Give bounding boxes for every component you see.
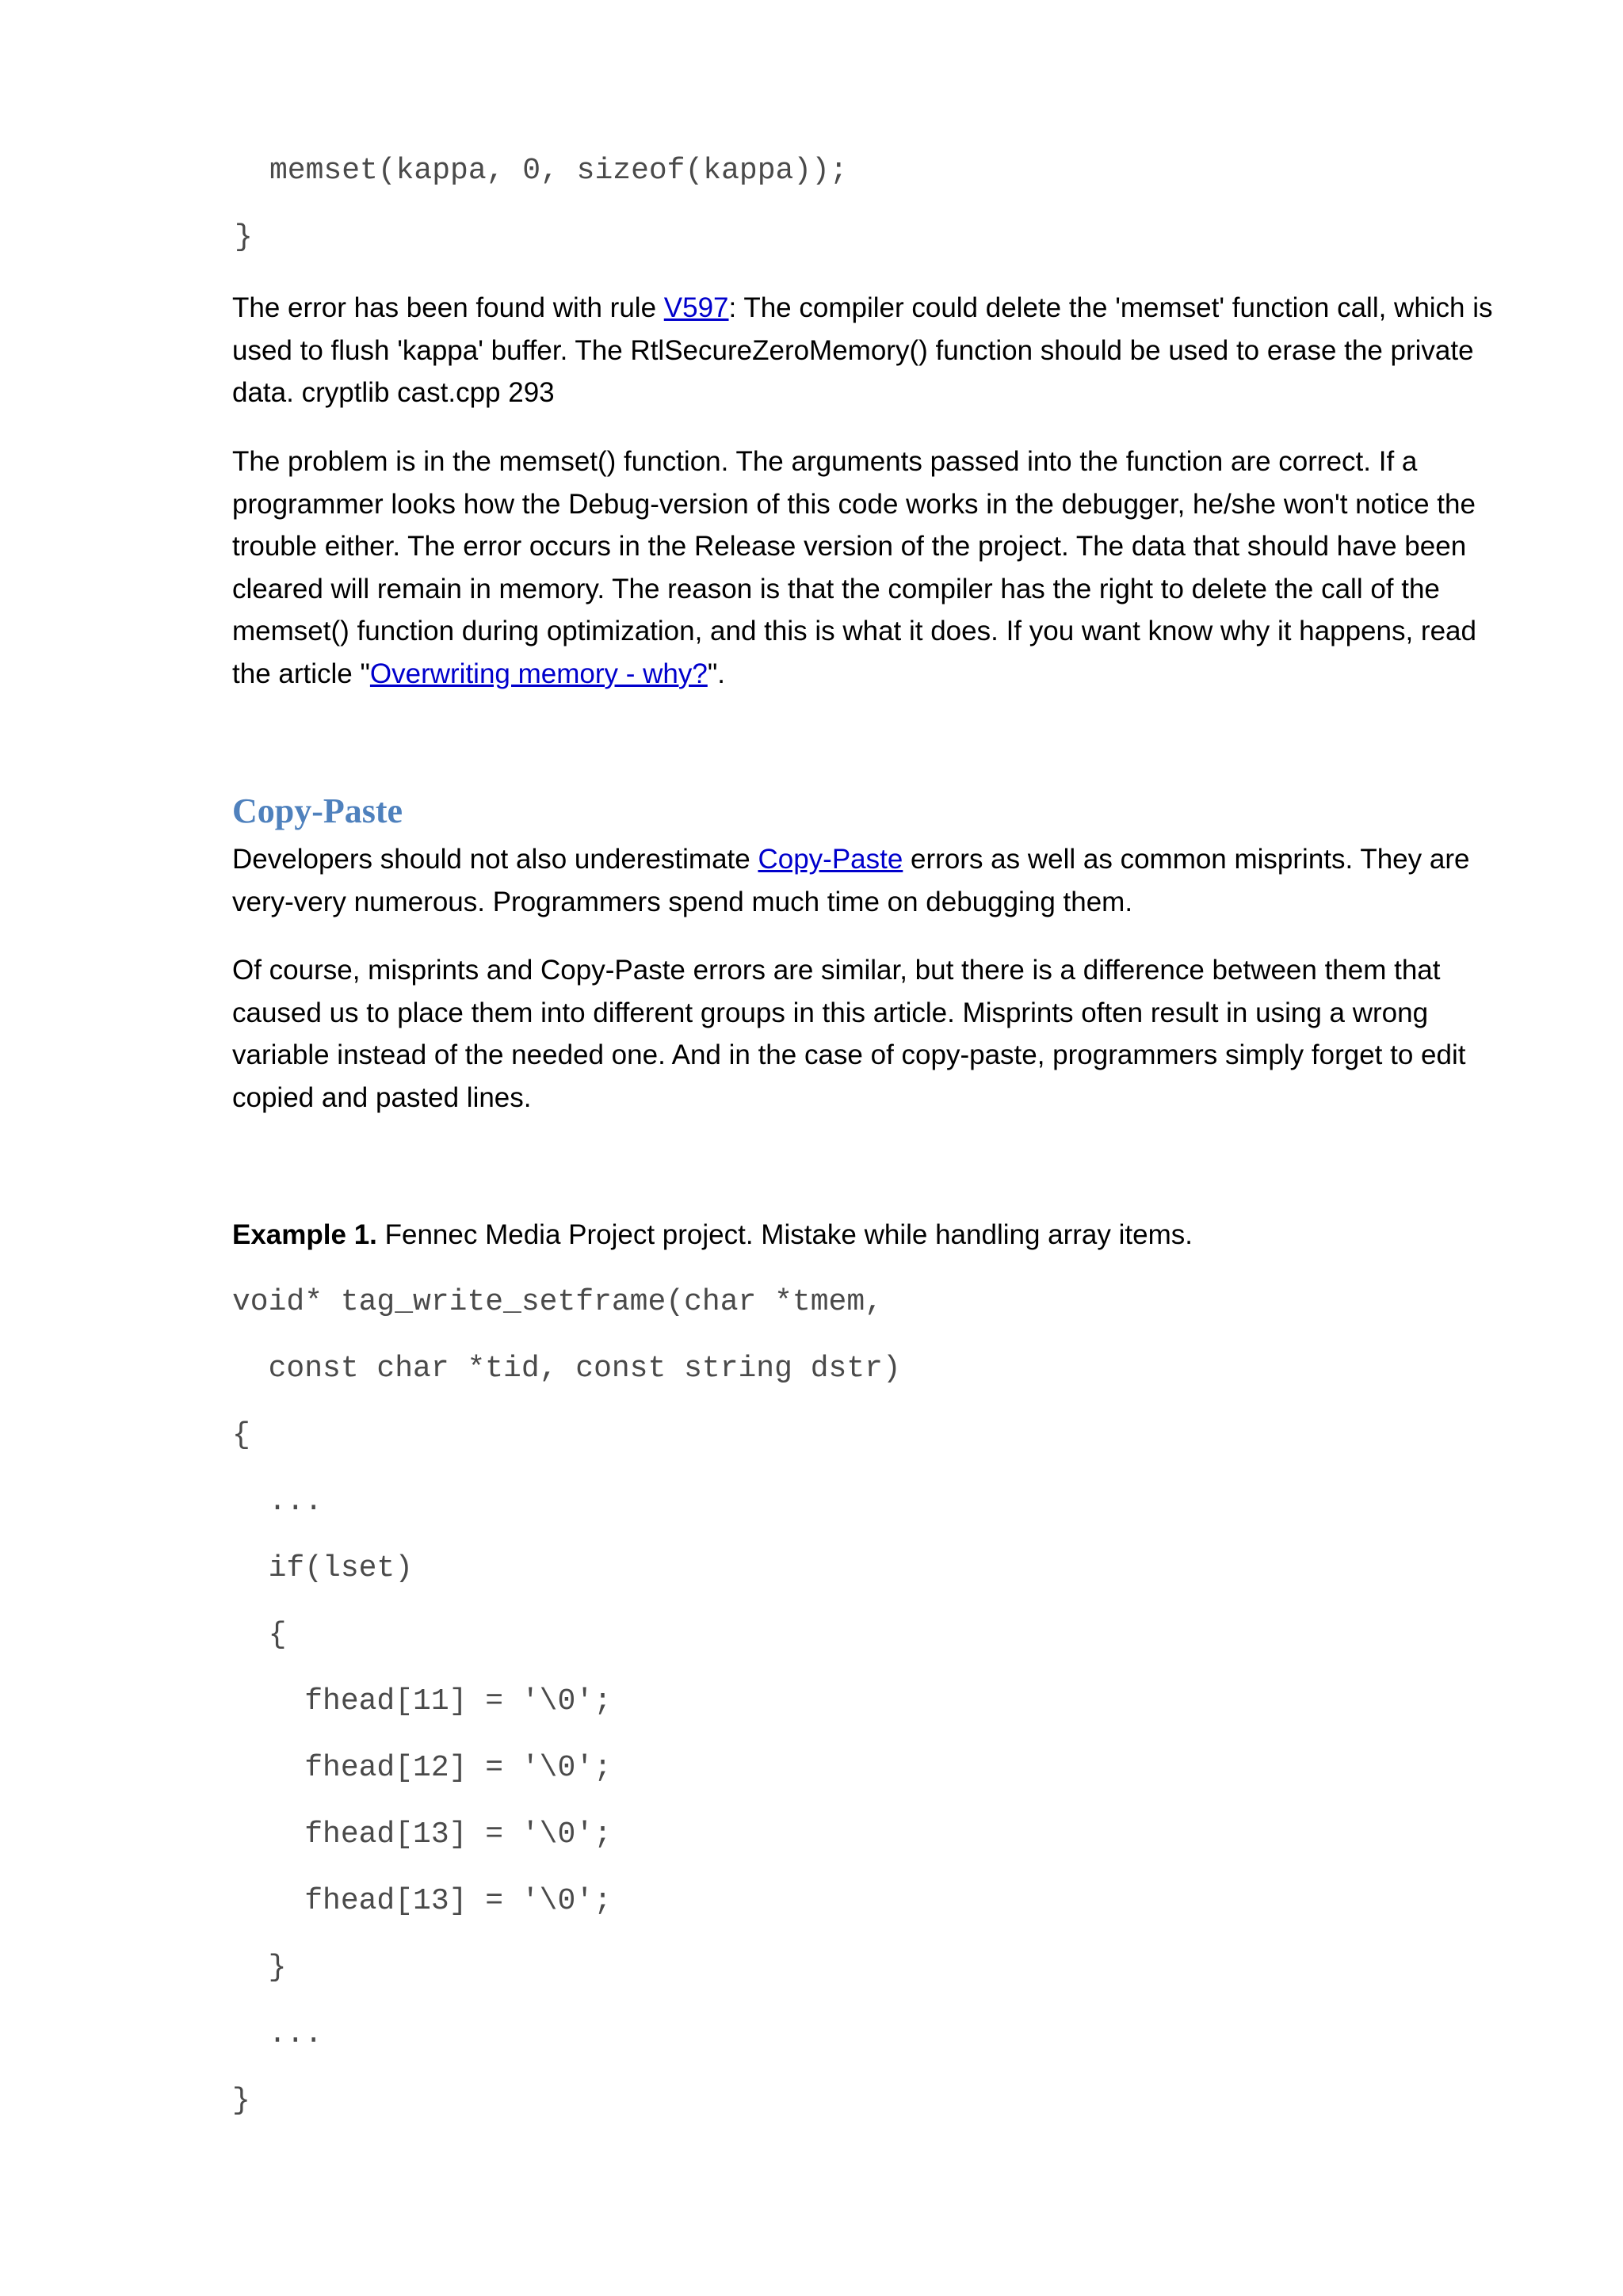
- paragraph-text: The error has been found with rule: [232, 292, 664, 323]
- code-line: const char *tid, const string dstr): [232, 1352, 901, 1386]
- example-description: Fennec Media Project project. Mistake while handling array items.: [376, 1219, 1193, 1250]
- code-line: {: [232, 1418, 250, 1452]
- code-line: ...: [232, 1485, 323, 1519]
- code-line-close-brace: }: [235, 220, 253, 254]
- example-label: Example 1.: [232, 1219, 377, 1250]
- code-line: fhead[13] = '\0';: [232, 1817, 612, 1852]
- code-line-memset: memset(kappa, 0, sizeof(kappa));: [269, 154, 848, 188]
- paragraph-text: errors as well as common misprints. They are very-very numerous. Programmers spend much time on debugging them.: [232, 844, 1470, 917]
- code-line: }: [232, 1951, 287, 1985]
- paragraph-v597: [232, 287, 1516, 414]
- example-heading: [232, 1214, 1516, 1257]
- paragraph-misprints-vs-copy-paste: Of course, misprints and Copy-Paste errors are similar, but there is a difference between them that caused us to place them into different groups in this article. Misprints often result in using a wrong variable instead of the needed one. And in the case of copy-paste, programmers simply forget to edit copied and pasted lines.: [232, 955, 1466, 1113]
- paragraph-text: : The compiler could delete the 'memset' function call, which is used to flush 'kappa' buffer. The RtlSecureZeroMemory() function should be used to erase the private data. cryptlib cast.cpp 293: [232, 292, 1493, 408]
- paragraph-memset-problem: [232, 441, 1516, 695]
- copy-paste-link[interactable]: Copy-Paste: [758, 844, 903, 875]
- code-line: fhead[11] = '\0';: [232, 1684, 612, 1718]
- overwriting-memory-link[interactable]: Overwriting memory - why?: [369, 658, 708, 689]
- section-heading: Copy-Paste: [232, 791, 403, 830]
- code-line: {: [232, 1618, 287, 1652]
- paragraph-copy-paste-intro: [232, 838, 1516, 923]
- v597-link[interactable]: V597: [663, 292, 729, 323]
- code-line: if(lset): [232, 1551, 414, 1585]
- code-line: ...: [232, 2017, 323, 2051]
- code-line: fhead[12] = '\0';: [232, 1751, 612, 1785]
- code-line: void* tag_write_setframe(char *tmem,: [232, 1285, 883, 1319]
- paragraph-text: The problem is in the memset() function. The arguments passed into the function are correct. If a programmer looks how the Debug-version of this code works in the debugger, he/she won't notice the trouble either. The error occurs in the Release version of the project. The data that should have been cleared will remain in memory. The reason is that the compiler has the right to delete the call of the memset() function during optimization, and this is what it does. If you want know why it happens, read the article ": [232, 446, 1476, 689]
- code-line: }: [232, 2084, 250, 2118]
- paragraph-text: ".: [707, 658, 725, 689]
- code-line: fhead[13] = '\0';: [232, 1884, 612, 1918]
- paragraph-text: Developers should not also underestimate: [232, 844, 758, 875]
